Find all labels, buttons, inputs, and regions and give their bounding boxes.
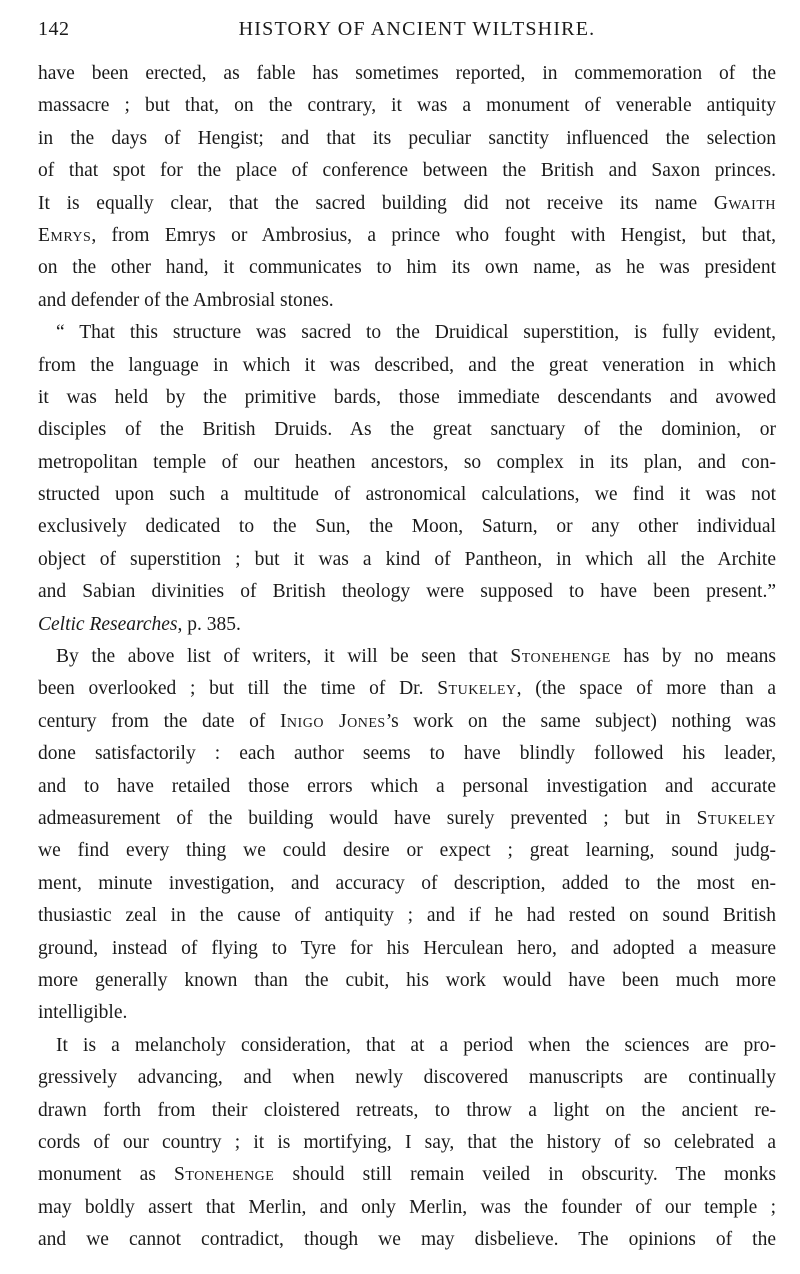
text-segment: and we cannot contradict, though we may disbelieve. The opinions of the	[38, 1229, 776, 1251]
text-line	[38, 738, 776, 770]
text-segment: , p. 385.	[177, 613, 241, 635]
text-line	[38, 188, 776, 220]
text-segment: and defender of the Ambrosial stones.	[38, 289, 334, 311]
text-line	[38, 933, 776, 965]
text-line	[38, 1192, 776, 1224]
page-body-text	[38, 58, 776, 1256]
text-line	[38, 90, 776, 122]
small-caps-name: Gwaith	[713, 192, 776, 214]
text-line	[38, 1030, 776, 1062]
small-caps-name: Stukeley	[696, 807, 776, 829]
text-segment: has by no means	[610, 646, 777, 668]
text-line	[38, 447, 776, 479]
text-line	[38, 1095, 776, 1127]
page-number: 142	[38, 18, 70, 40]
text-segment: in the days of Hengist; and that its peculiar sanctity influenced the selection	[38, 127, 776, 149]
text-line	[38, 220, 776, 252]
text-segment: have been erected, as fable has sometimes reported, in commemoration of the	[38, 63, 776, 84]
text-segment: and to have retailed those errors which a personal investigation and accurate	[38, 775, 776, 797]
text-line	[38, 1159, 776, 1191]
text-segment: ment, minute investigation, and accuracy of description, added to the most en-	[38, 872, 776, 894]
text-line	[38, 252, 776, 284]
text-segment: on the other hand,	[38, 257, 224, 279]
text-segment: metropolitan temple of our heathen ancestors, so complex in its plan, and con-	[38, 451, 776, 473]
text-line	[38, 511, 776, 543]
italic-citation: Celtic Researches	[38, 613, 178, 635]
text-segment: been overlooked ; but till the time of Dr.	[38, 678, 438, 700]
text-segment: done satisfactorily : each author seems to have blindly followed his leader,	[38, 743, 776, 765]
text-segment: It is equally clear, that the sacred building did not receive its name	[38, 192, 714, 214]
text-segment: object of superstition ; but it was a kind of Pantheon, in which all the Archite	[38, 548, 776, 570]
text-segment: exclusively dedicated to the Sun, the Moon, Saturn, or any other individual	[38, 516, 776, 538]
text-line	[38, 123, 776, 155]
text-line	[38, 544, 776, 576]
text-line	[38, 641, 776, 673]
text-line	[38, 997, 776, 1029]
small-caps-name: Emrys	[38, 224, 92, 246]
text-line	[38, 706, 776, 738]
text-segment: cords of our country ; it is mortifying, I say, that the history of so celebrated a	[38, 1131, 776, 1153]
small-caps-name: Stonehenge	[510, 646, 611, 668]
text-segment: , from Emrys or Ambrosius, a prince who fought with Hengist, but that,	[91, 224, 776, 246]
text-segment: intelligible.	[38, 1002, 128, 1024]
running-header	[38, 18, 776, 48]
text-segment: , (the space of more than a	[516, 678, 776, 700]
small-caps-name: Inigo Jones	[279, 710, 386, 732]
text-segment: drawn forth from their cloistered retreats, to throw a light on the ancient re-	[38, 1099, 776, 1121]
text-segment: massacre ; but that, on the contrary, it was a monument of venerable antiquity	[38, 95, 776, 117]
text-segment: more generally known than the cubit, his work would have been much more	[38, 969, 776, 991]
text-line	[38, 868, 776, 900]
text-segment: structed upon such a multitude of astronomical calculations, we find it was not	[38, 484, 776, 506]
text-line	[38, 317, 776, 349]
text-segment: monument as	[38, 1164, 174, 1186]
text-line	[38, 1062, 776, 1094]
text-segment: from the language in which it was described, and the great veneration in which	[38, 354, 776, 376]
text-line	[38, 1127, 776, 1159]
text-line	[38, 609, 776, 641]
text-line	[38, 1224, 776, 1256]
text-line	[38, 414, 776, 446]
small-caps-name: Stonehenge	[173, 1164, 275, 1186]
text-line	[38, 771, 776, 803]
text-segment: disciples of the British Druids. As the great sanctuary of the dominion, or	[38, 419, 776, 441]
text-segment: communicates to him its own name, as he was president	[234, 257, 777, 279]
text-segment: thusiastic zeal in the cause of antiquity ; and if he had rested on sound British	[38, 905, 776, 927]
text-line	[38, 350, 776, 382]
text-segment: gressively advancing, and when newly discovered manuscripts are continually	[38, 1067, 776, 1089]
text-segment: we find every thing we could desire or expect ; great learning, sound judg-	[38, 840, 776, 862]
text-line	[38, 58, 776, 90]
text-line	[38, 382, 776, 414]
text-segment: By the above list of writers, it will be seen that	[56, 646, 511, 668]
text-segment: century from the date of	[38, 710, 280, 732]
text-line	[38, 155, 776, 187]
text-segment: “ That this structure was sacred to the Druidical superstition, is fully evident,	[56, 322, 776, 344]
text-line	[38, 673, 776, 705]
text-line	[38, 965, 776, 997]
text-line	[38, 835, 776, 867]
text-line	[38, 803, 776, 835]
text-line	[38, 285, 776, 317]
text-segment: it was held by the primitive bards, those immediate descendants and avowed	[38, 386, 776, 408]
text-segment: It is a melancholy consideration, that at a period when the sciences are pro-	[56, 1034, 776, 1056]
text-line	[38, 479, 776, 511]
small-caps-name: Stukeley	[437, 678, 517, 700]
running-title: HISTORY OF ANCIENT WILTSHIRE.	[238, 18, 596, 40]
text-segment: it	[223, 257, 235, 279]
text-segment: admeasurement of the building would have surely prevented ; but in	[38, 807, 697, 829]
text-segment: ground, instead of flying to Tyre for his Herculean hero, and adopted a measure	[38, 937, 776, 959]
text-segment: may boldly assert that Merlin, and only Merlin, was the founder of our temple ;	[38, 1196, 776, 1218]
text-line	[38, 900, 776, 932]
text-segment: and Sabian divinities of British theology were supposed to have been present.”	[38, 581, 776, 603]
text-segment: of that spot for the place of conference between the British and Saxon princes.	[38, 160, 776, 182]
text-segment: ’s work on the same subject) nothing was	[385, 710, 777, 732]
text-segment: should still remain veiled in obscurity. The monks	[274, 1164, 777, 1186]
text-line	[38, 576, 776, 608]
